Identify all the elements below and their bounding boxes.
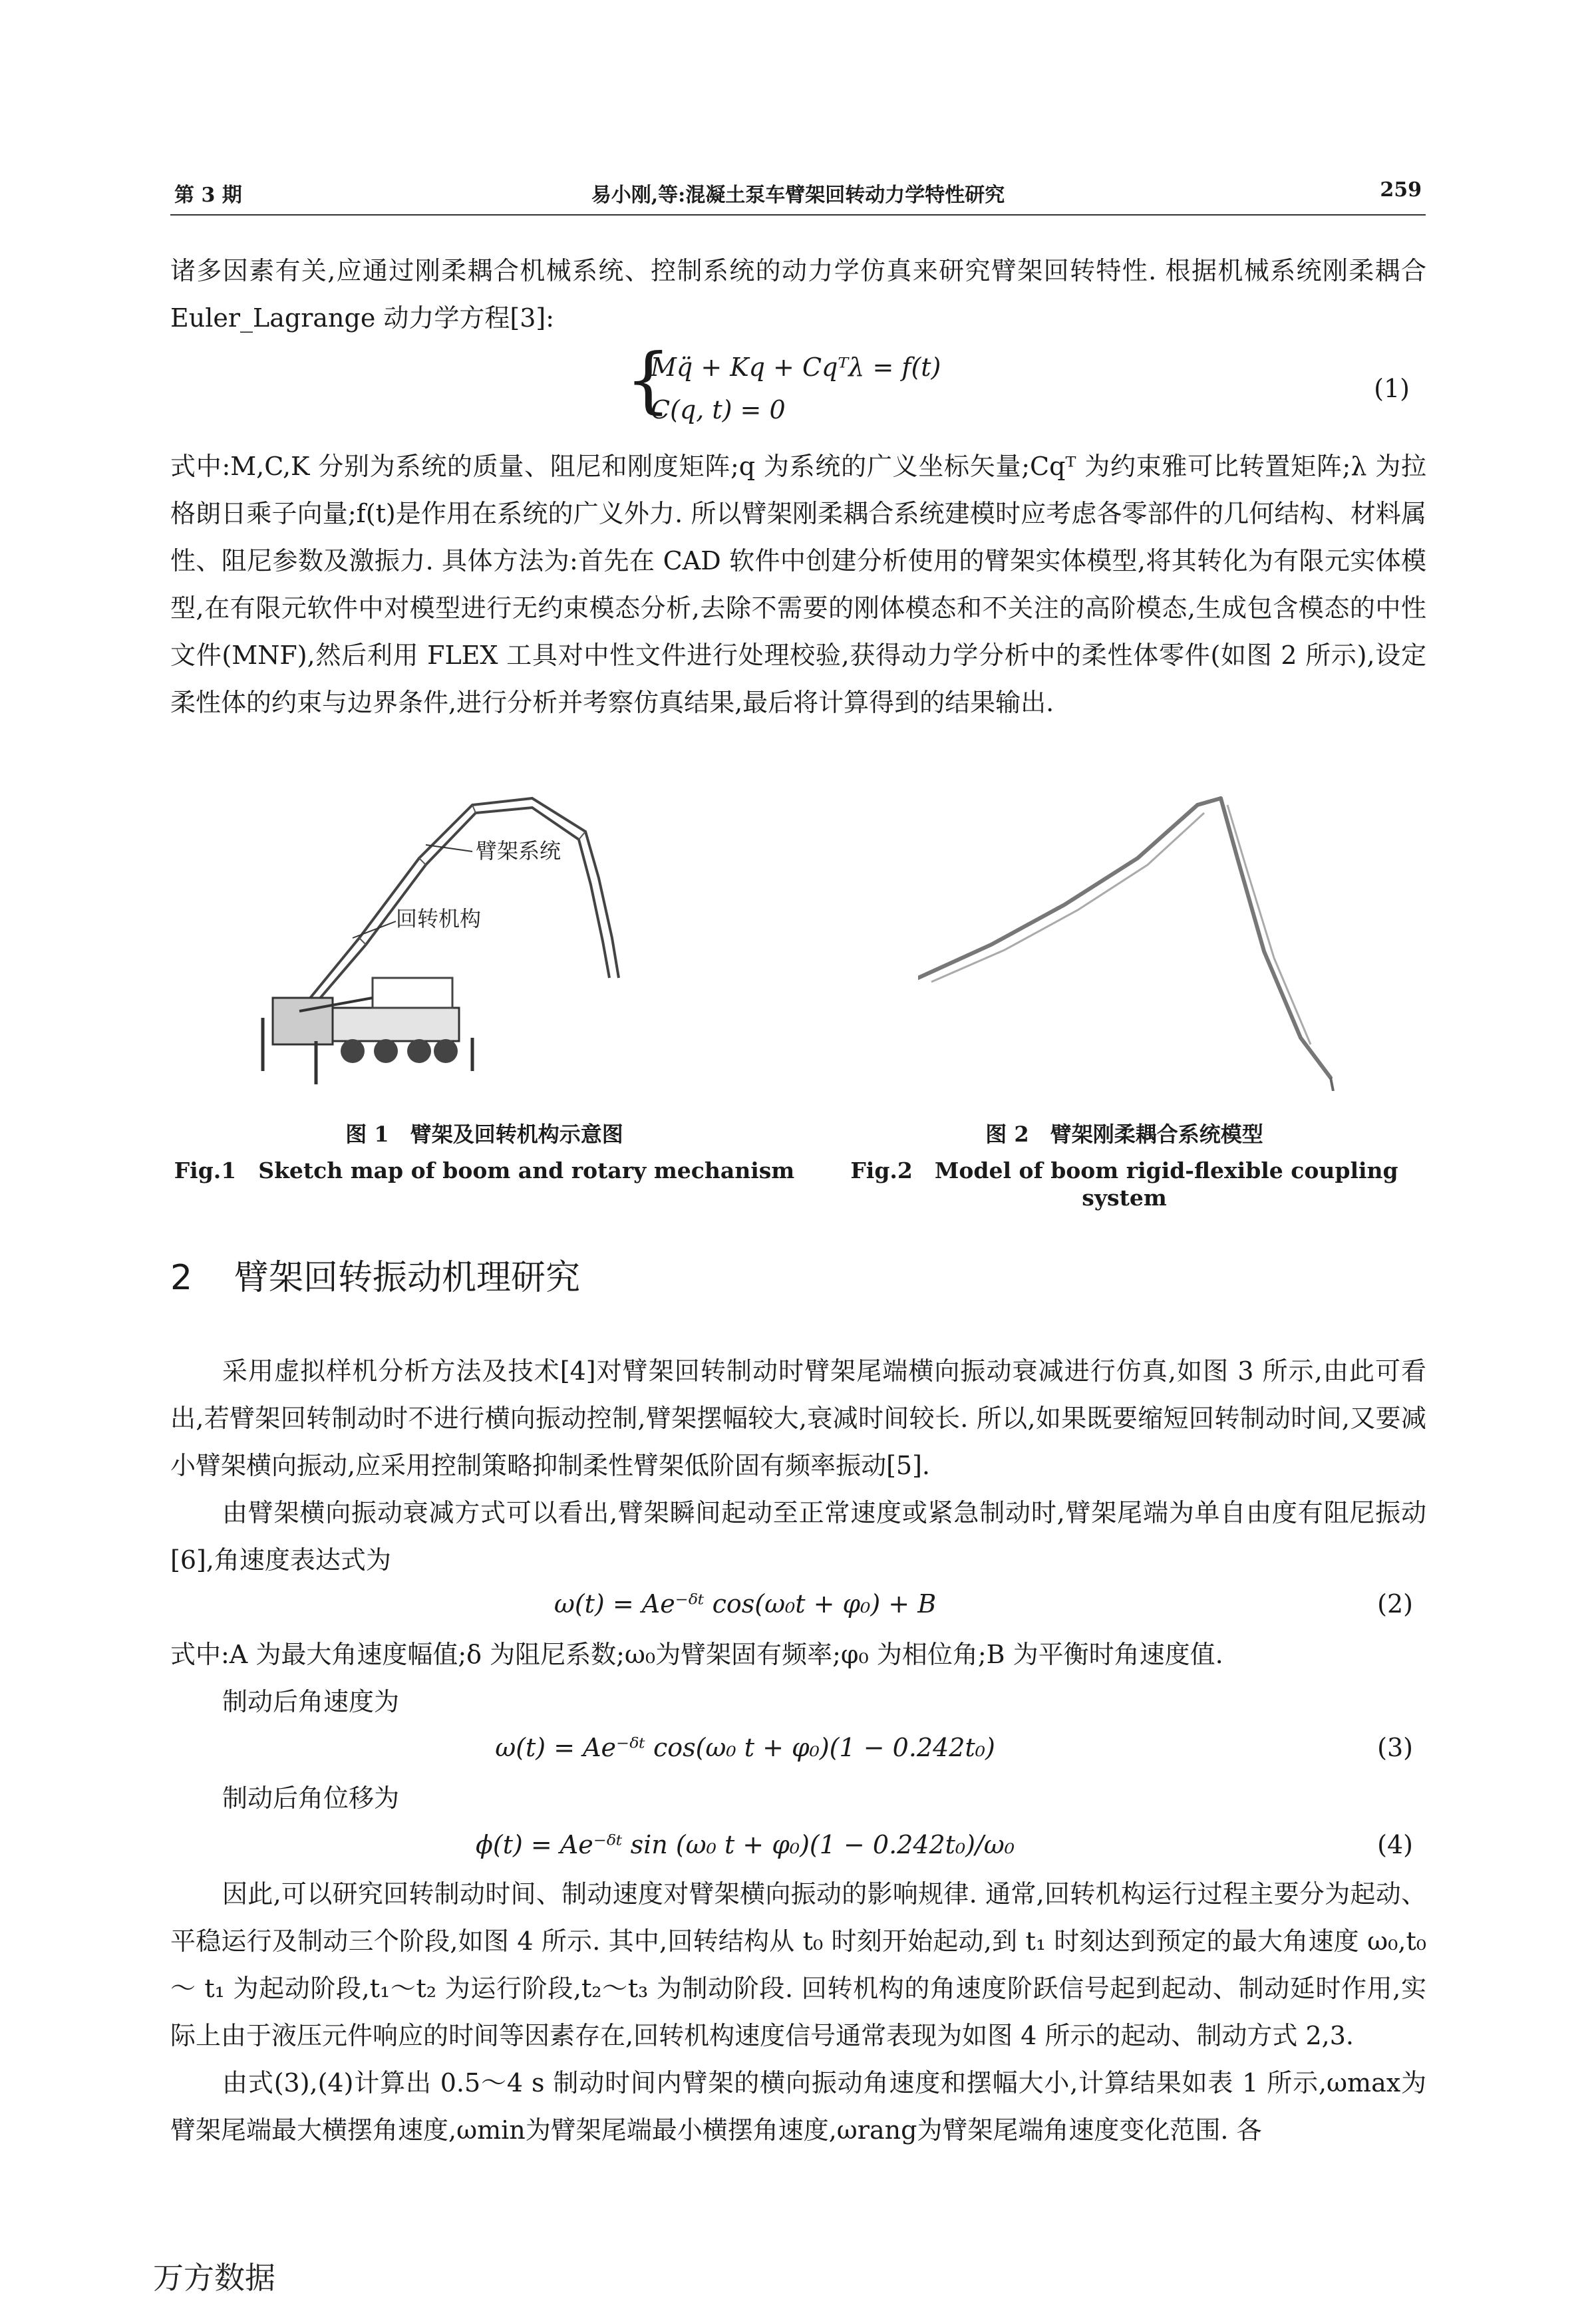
figure-2-caption-en: Fig.2 Model of boom rigid-flexible coupling system <box>850 1158 1398 1211</box>
eq1-description-block <box>170 443 1426 726</box>
equation-3 <box>170 1726 1426 1770</box>
header-issue: 第 3 期 <box>174 184 242 207</box>
equation-4-number: (4) <box>1377 1830 1413 1859</box>
equation-4 <box>170 1823 1426 1867</box>
equation-1-line-1: Mq̈ + Kq + Cqᵀλ = f(t) <box>651 353 941 382</box>
equation-1-number: (1) <box>1374 374 1410 403</box>
figure-2-caption-cn: 图 2 臂架刚柔耦合系统模型 <box>985 1122 1263 1147</box>
paragraph-s2-2: 由臂架横向振动衰减方式可以看出,臂架瞬间起动至正常速度或紧急制动时,臂架尾端为单自由度有阻尼振动[6],角速度表达式为 <box>170 1498 1426 1575</box>
figure-1-caption-en: Fig.1 Sketch map of boom and rotary mechanism <box>174 1158 795 1183</box>
figure-1-label-rotary: 回转机构 <box>396 906 482 931</box>
paragraph-brake-angle: 制动后角位移为 <box>222 1783 400 1813</box>
equation-4-body: ϕ(t) = Ae⁻ᵟᵗ sin (ω₀ t + φ₀)(1 − 0.242t₀)/ω₀ <box>475 1830 1015 1859</box>
equation-3-number: (3) <box>1377 1733 1413 1762</box>
equation-1-line-2: C(q, t) = 0 <box>651 395 786 424</box>
equation-brace: { <box>625 339 671 422</box>
section-title: 臂架回转振动机理研究 <box>234 1258 581 1298</box>
header-title: 易小刚,等:混凝土泵车臂架回转动力学特性研究 <box>591 184 1005 207</box>
paragraph-intro: 诸多因素有关,应通过刚柔耦合机械系统、控制系统的动力学仿真来研究臂架回转特性. 根据机械系统刚柔耦合 Euler_Lagrange 动力学方程[3]: <box>170 256 1426 333</box>
paragraph-s2-3: 因此,可以研究回转制动时间、制动速度对臂架横向振动的影响规律. 通常,回转机构运行过程主要分为起动、平稳运行及制动三个阶段,如图 4 所示. 其中,回转结构从 t₀ 时刻开始起动,到 t₁ 时刻达到预定的最大角速度 ω₀,t₀～ t₁ 为起动阶段,t₁～t₂ 为运行阶段,t₂～t₃ 为制动阶段. 回转机构的角速度阶跃信号起到起动、制动延时作用,实际上由于液压元件响应的时间等因素存在,回转机构速度信号通常表现为如图 4 所示的起动、制动方式 2,3. <box>170 1879 1426 2050</box>
section-heading <box>170 1249 580 1299</box>
section-2-block-2 <box>170 1631 1426 1726</box>
equation-3-body: ω(t) = Ae⁻ᵟᵗ cos(ω₀ t + φ₀)(1 − 0.242t₀) <box>495 1733 995 1762</box>
section-number: 2 <box>170 1258 193 1298</box>
figure-2-model <box>918 778 1384 1091</box>
paragraph-s2-1: 采用虚拟样机分析方法及技术[4]对臂架回转制动时臂架尾端横向振动衰减进行仿真,如图 3 所示,由此可看出,若臂架回转制动时不进行横向振动控制,臂架摆幅较大,衰减时间较长. 所以,如果既要缩短回转制动时间,又要减小臂架横向振动,应采用控制策略抑制柔性臂架低阶固有频率振动[5]. <box>170 1356 1426 1480</box>
equation-2 <box>170 1582 1426 1626</box>
paragraph-brake-velocity: 制动后角速度为 <box>222 1687 400 1716</box>
header-rule <box>170 214 1426 216</box>
watermark: 万方数据 <box>153 2260 275 2296</box>
paragraph-eq2-description: 式中:A 为最大角速度幅值;δ 为阻尼系数;ω₀为臂架固有频率;φ₀ 为相位角;B 为平衡时角速度值. <box>170 1640 1223 1669</box>
paragraph-eq1-description: 式中:M,C,K 分别为系统的质量、阻尼和刚度矩阵;q 为系统的广义坐标矢量;Cqᵀ 为约束雅可比转置矩阵;λ 为拉格朗日乘子向量;f(t)是作用在系统的广义外力. 所以臂架刚柔耦合系统建模时应考虑各零部件的几何结构、材料属性、阻尼参数及激振力. 具体方法为:首先在 CAD 软件中创建分析使用的臂架实体模型,将其转化为有限元实体模型,在有限元软件中对模型进行无约束模态分析,去除不需要的刚体模态和不关注的高阶模态,生成包含模态的中性文件(MNF),然后利用 FLEX 工具对中性文件进行处理校验,获得动力学分析中的柔性体零件(如图 2 所示),设定柔性体的约束与边界条件,进行分析并考察仿真结果,最后将计算得到的结果输出. <box>170 452 1426 717</box>
figure-1-label-boom: 臂架系统 <box>476 838 561 863</box>
figure-1-caption-cn: 图 1 臂架及回转机构示意图 <box>345 1122 623 1147</box>
running-header <box>174 178 1422 216</box>
page-number: 259 <box>1380 178 1422 202</box>
figure-1-sketch <box>253 778 732 1091</box>
section-2-block-4 <box>170 1871 1426 2154</box>
intro-block <box>170 247 1426 342</box>
section-2-block-3 <box>170 1775 1426 1822</box>
equation-2-number: (2) <box>1377 1589 1413 1619</box>
section-2-block-1 <box>170 1348 1426 1584</box>
equation-2-body: ω(t) = Ae⁻ᵟᵗ cos(ω₀t + φ₀) + B <box>554 1589 937 1619</box>
paragraph-s2-4: 由式(3),(4)计算出 0.5～4 s 制动时间内臂架的横向振动角速度和摆幅大小,计算结果如表 1 所示,ωmax为臂架尾端最大横摆角速度,ωmin为臂架尾端最小横摆角速度,ωrang为臂架尾端角速度变化范围. 各 <box>170 2068 1426 2145</box>
